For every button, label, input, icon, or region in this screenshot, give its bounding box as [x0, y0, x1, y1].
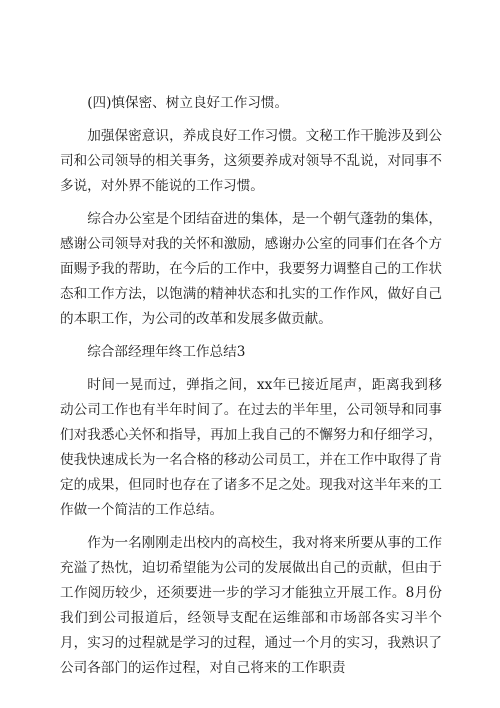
report-title: 综合部经理年终工作总结3 — [87, 344, 246, 360]
section-heading: (四)慎保密、树立良好工作习惯。 — [87, 95, 289, 111]
spacer — [60, 365, 442, 373]
spacer — [60, 523, 442, 531]
spacer — [60, 116, 442, 124]
paragraph-confidentiality: 加强保密意识，养成良好工作习惯。文秘工作干脆涉及到公司和公司领导的相关事务，这须要养成对领导不乱说，对同事不多说，对外界不能说的工作习惯。 — [60, 128, 442, 194]
paragraph-office-team: 综合办公室是个团结奋进的集体，是一个朝气蓬勃的集体，感谢公司领导对我的关怀和激励，感谢办公室的同事们在各个方面赐予我的帮助，在今后的工作中，我要努力调整自己的工作状态和工作方法，以饱满的精神状态和扎实的工作作风，做好自己的本职工作，为公司的改革和发展多做贡献。 — [60, 211, 442, 327]
spacer — [60, 332, 442, 340]
spacer — [60, 199, 442, 207]
paragraph-graduate: 作为一名刚刚走出校内的高校生，我对将来所要从事的工作充溢了热忱，迫切希望能为公司的发展做出自己的贡献，但由于工作阅历较少，还须要进一步的学习才能独立开展工作。8月份我们到公司报道后，经领导支配在运维部和市场部各实习半个月，实习的过程就是学习的过程，通过一个月的实习，我熟识了公司各部门的运作过程，对自己将来的工作职责 — [60, 535, 442, 676]
paragraph-half-year: 时间一晃而过，弹指之间，xx年已接近尾声，距离我到移动公司工作也有半年时间了。在过去的半年里，公司领导和同事们对我悉心关怀和指导，再加上我自己的不懈努力和仔细学习，使我快速成长为一名合格的移动公司员工，并在工作中取得了肯定的成果，但同时也存在了诸多不足之处。现我对这半年来的工作做一个简洁的工作总结。 — [60, 377, 442, 518]
